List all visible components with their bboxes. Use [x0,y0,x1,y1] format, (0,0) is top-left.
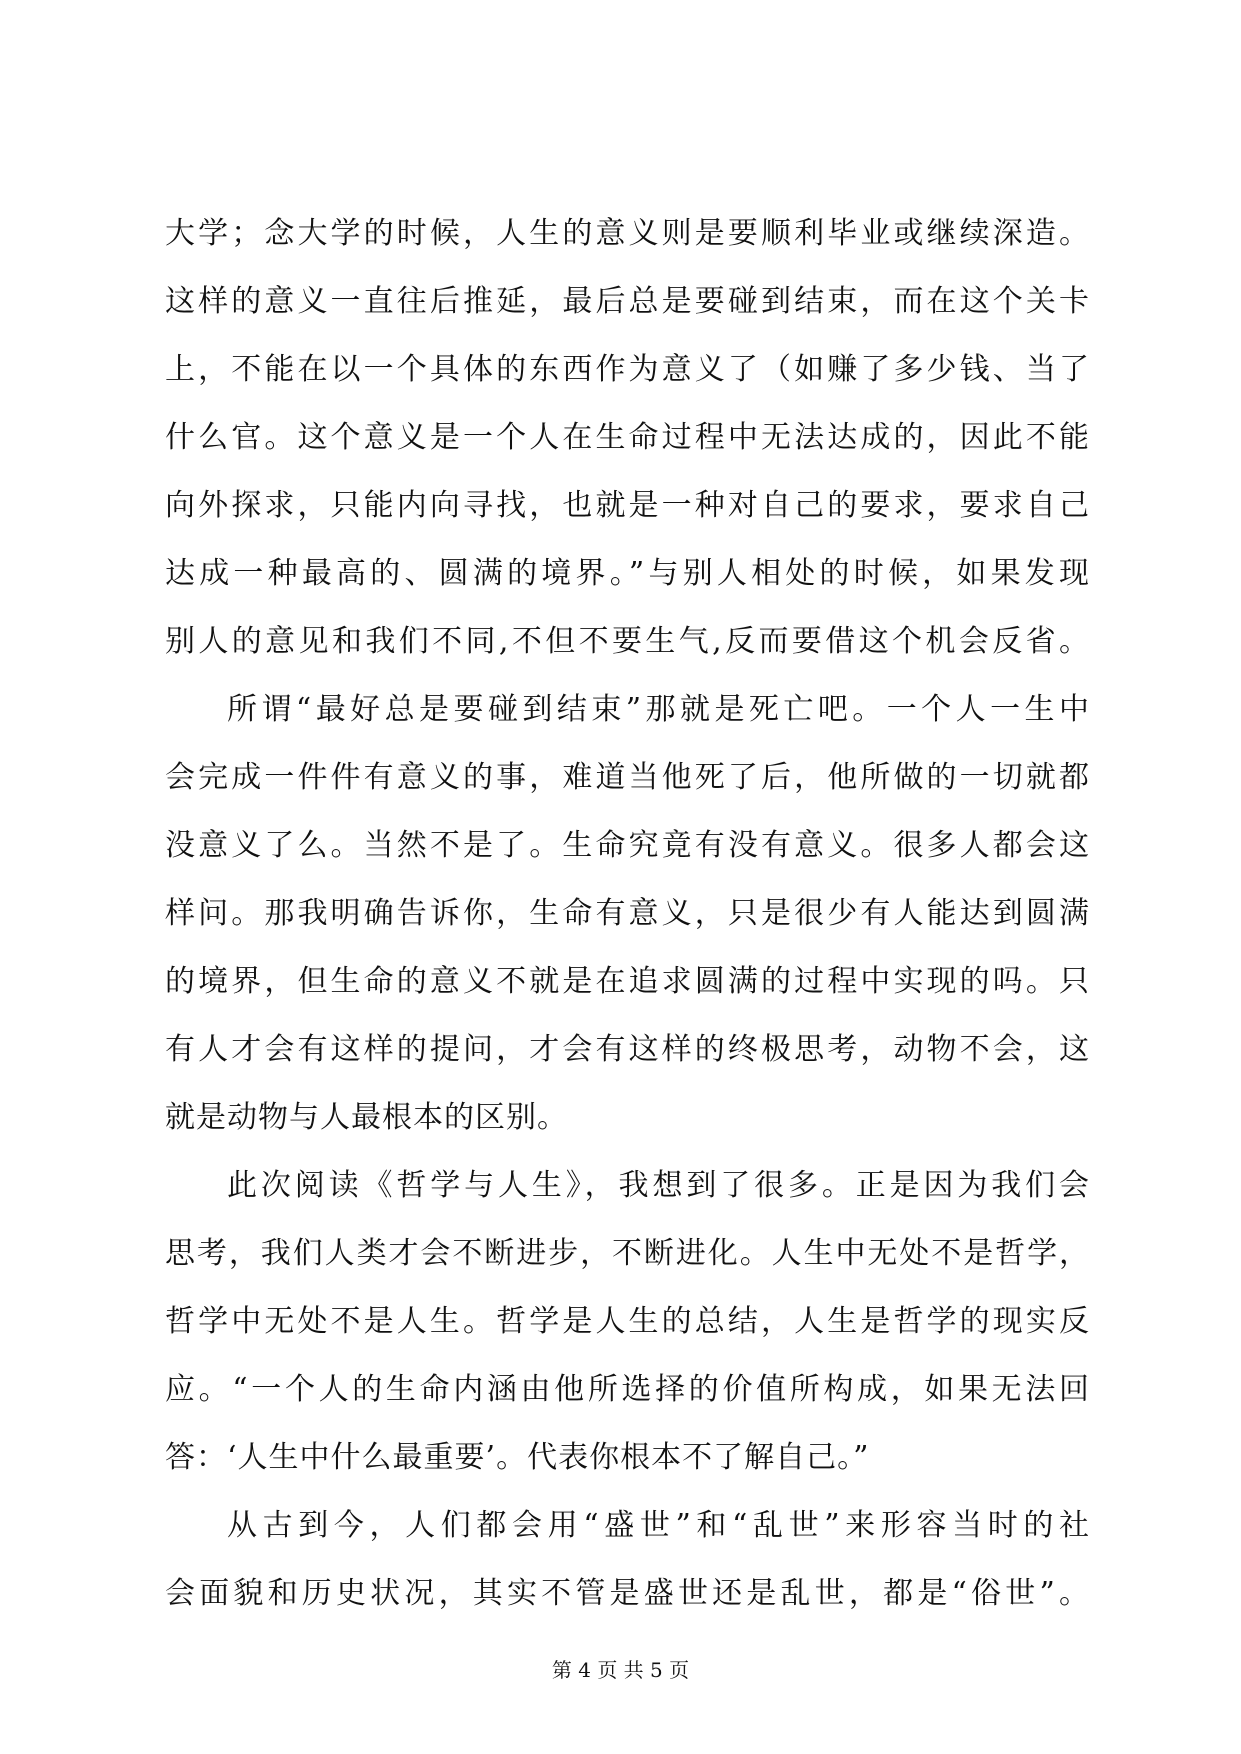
text-line: 会完成一件件有意义的事，难道当他死了后，他所做的一切就都 [165,760,1090,795]
body-text [165,200,1090,1628]
text-line: 样问。那我明确告诉你，生命有意义，只是很少有人能达到圆满 [165,896,1090,931]
text-line: 有人才会有这样的提问，才会有这样的终极思考，动物不会，这 [165,1032,1090,1067]
text-line: 哲学中无处不是人生。哲学是人生的总结，人生是哲学的现实反 [165,1304,1090,1339]
text-line: 会面貌和历史状况，其实不管是盛世还是乱世，都是“俗世”。 [165,1576,1090,1611]
text-line: 所谓“最好总是要碰到结束”那就是死亡吧。一个人一生中 [227,692,1090,727]
text-line: 没意义了么。当然不是了。生命究竟有没有意义。很多人都会这 [165,828,1090,863]
text-line: 上，不能在以一个具体的东西作为意义了（如赚了多少钱、当了 [165,352,1090,387]
text-line: 向外探求，只能内向寻找，也就是一种对自己的要求，要求自己 [165,488,1090,523]
text-line: 达成一种最高的、圆满的境界。”与别人相处的时候，如果发现 [165,556,1090,591]
text-line: 什么官。这个意义是一个人在生命过程中无法达成的，因此不能 [165,420,1090,455]
text-line: 大学；念大学的时候，人生的意义则是要顺利毕业或继续深造。 [165,216,1090,251]
page-footer: 第 4 页 共 5 页 [551,1658,690,1682]
text-line: 此次阅读《哲学与人生》，我想到了很多。正是因为我们会 [227,1168,1090,1203]
text-line: 答：‘人生中什么最重要’。代表你根本不了解自己。” [165,1440,870,1475]
text-line: 思考，我们人类才会不断进步，不断进化。人生中无处不是哲学， [165,1236,1090,1271]
text-line: 应。“一个人的生命内涵由他所选择的价值所构成，如果无法回 [165,1372,1090,1407]
text-line: 的境界，但生命的意义不就是在追求圆满的过程中实现的吗。只 [165,964,1090,999]
text-line: 这样的意义一直往后推延，最后总是要碰到结束，而在这个关卡 [165,284,1090,319]
text-line: 从古到今，人们都会用“盛世”和“乱世”来形容当时的社 [227,1508,1090,1543]
text-line: 别人的意见和我们不同,不但不要生气,反而要借这个机会反省。 [165,624,1090,659]
text-line: 就是动物与人最根本的区别。 [165,1100,568,1135]
